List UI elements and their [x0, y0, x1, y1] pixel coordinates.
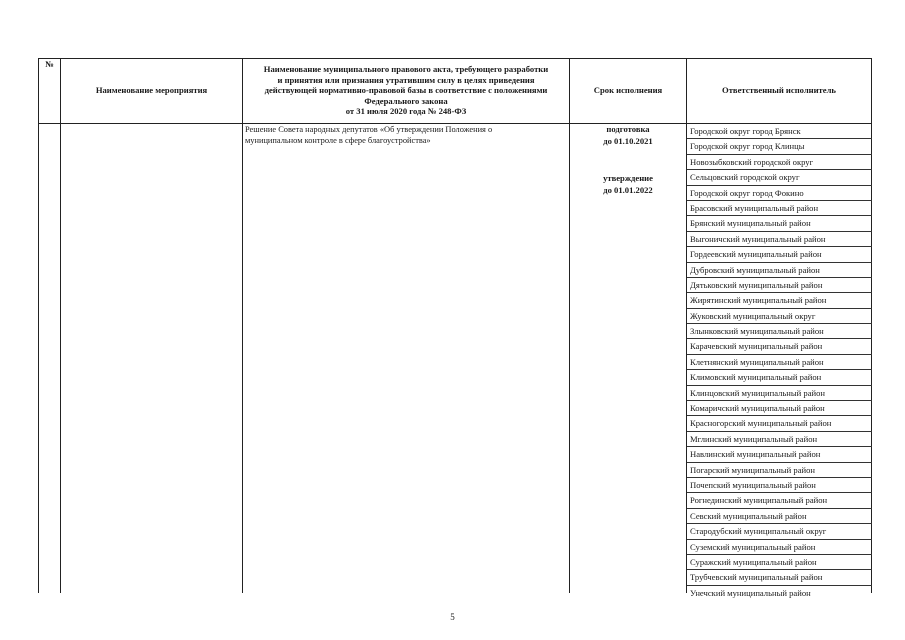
- executor-item: Брянский муниципальный район: [687, 216, 872, 231]
- executor-item: Клинцовский муниципальный район: [687, 386, 872, 401]
- executor-item: Сельцовский городской округ: [687, 170, 872, 185]
- header-act-line: от 31 июля 2020 года № 248-ФЗ: [345, 106, 467, 117]
- header-deadline: Срок исполнения: [593, 85, 663, 96]
- executor-item: Городской округ город Брянск: [687, 124, 872, 139]
- prep-label: подготовка: [606, 124, 650, 134]
- executor-list: [687, 124, 872, 601]
- act-line: муниципальном контроле в сфере благоустройства»: [245, 135, 431, 145]
- executor-item: Городской округ город Клинцы: [687, 139, 872, 154]
- executor-item: Злынковский муниципальный район: [687, 324, 872, 339]
- deadline-approve: [570, 173, 686, 196]
- executor-item: Дубровский муниципальный район: [687, 263, 872, 278]
- page-number: 5: [450, 612, 455, 622]
- executor-item: Почепский муниципальный район: [687, 478, 872, 493]
- executor-item: Унечский муниципальный район: [690, 587, 811, 598]
- deadline-prep: [570, 124, 686, 147]
- executor-item: Дятьковский муниципальный район: [687, 278, 872, 293]
- executor-item: Рогнединский муниципальный район: [687, 493, 872, 508]
- executor-item: Стародубский муниципальный округ: [687, 524, 872, 539]
- header-act-line: Наименование муниципального правового акта, требующего разработки: [263, 64, 549, 75]
- executor-item: Выгоничский муниципальный район: [687, 232, 872, 247]
- act-description: [245, 125, 567, 147]
- executor-item: Жуковский муниципальный округ: [687, 309, 872, 324]
- header-act-line: и принятия или признания утратившим силу в целях приведения: [277, 74, 535, 85]
- executor-item: Трубчевский муниципальный район: [687, 570, 872, 585]
- header-act-name: [243, 58, 569, 123]
- act-line: Решение Совета народных депутатов «Об утверждении Положения о: [245, 125, 493, 134]
- executor-item: Жирятинский муниципальный район: [687, 293, 872, 308]
- col-divider-1: [60, 58, 61, 593]
- executor-item: Севский муниципальный район: [687, 509, 872, 524]
- executor-item: Карачевский муниципальный район: [687, 339, 872, 354]
- header-act-line: действующей нормативно-правовой базы в соответствие с положениями: [264, 85, 548, 96]
- executor-item: Клетнянский муниципальный район: [687, 355, 872, 370]
- prep-date: до 01.10.2021: [603, 135, 653, 146]
- executor-item: Мглинский муниципальный район: [687, 432, 872, 447]
- header-event-name: Наименование мероприятия: [95, 85, 208, 96]
- header-executor: Ответственный исполнитель: [722, 85, 836, 96]
- header-act-line: Федерального закона: [364, 95, 448, 106]
- executor-item: Комаричский муниципальный район: [687, 401, 872, 416]
- executor-item: Брасовский муниципальный район: [687, 201, 872, 216]
- executor-item: Навлинский муниципальный район: [687, 447, 872, 462]
- executor-item: Погарский муниципальный район: [687, 463, 872, 478]
- executor-item: Новозыбковский городской округ: [687, 155, 872, 170]
- executor-item: Суземский муниципальный район: [687, 540, 872, 555]
- header-num: №: [45, 58, 54, 69]
- approve-label: утверждение: [603, 173, 653, 183]
- table-left-border: [38, 58, 39, 593]
- executor-item: Городской округ город Фокино: [687, 186, 872, 201]
- approve-date: до 01.01.2022: [603, 184, 653, 195]
- document-table: [38, 58, 872, 598]
- executor-item: Суражский муниципальный район: [687, 555, 872, 570]
- executor-item: Гордеевский муниципальный район: [687, 247, 872, 262]
- executor-item: Климовский муниципальный район: [687, 370, 872, 385]
- col-divider-2: [242, 58, 243, 593]
- executor-item: Красногорский муниципальный район: [687, 416, 872, 431]
